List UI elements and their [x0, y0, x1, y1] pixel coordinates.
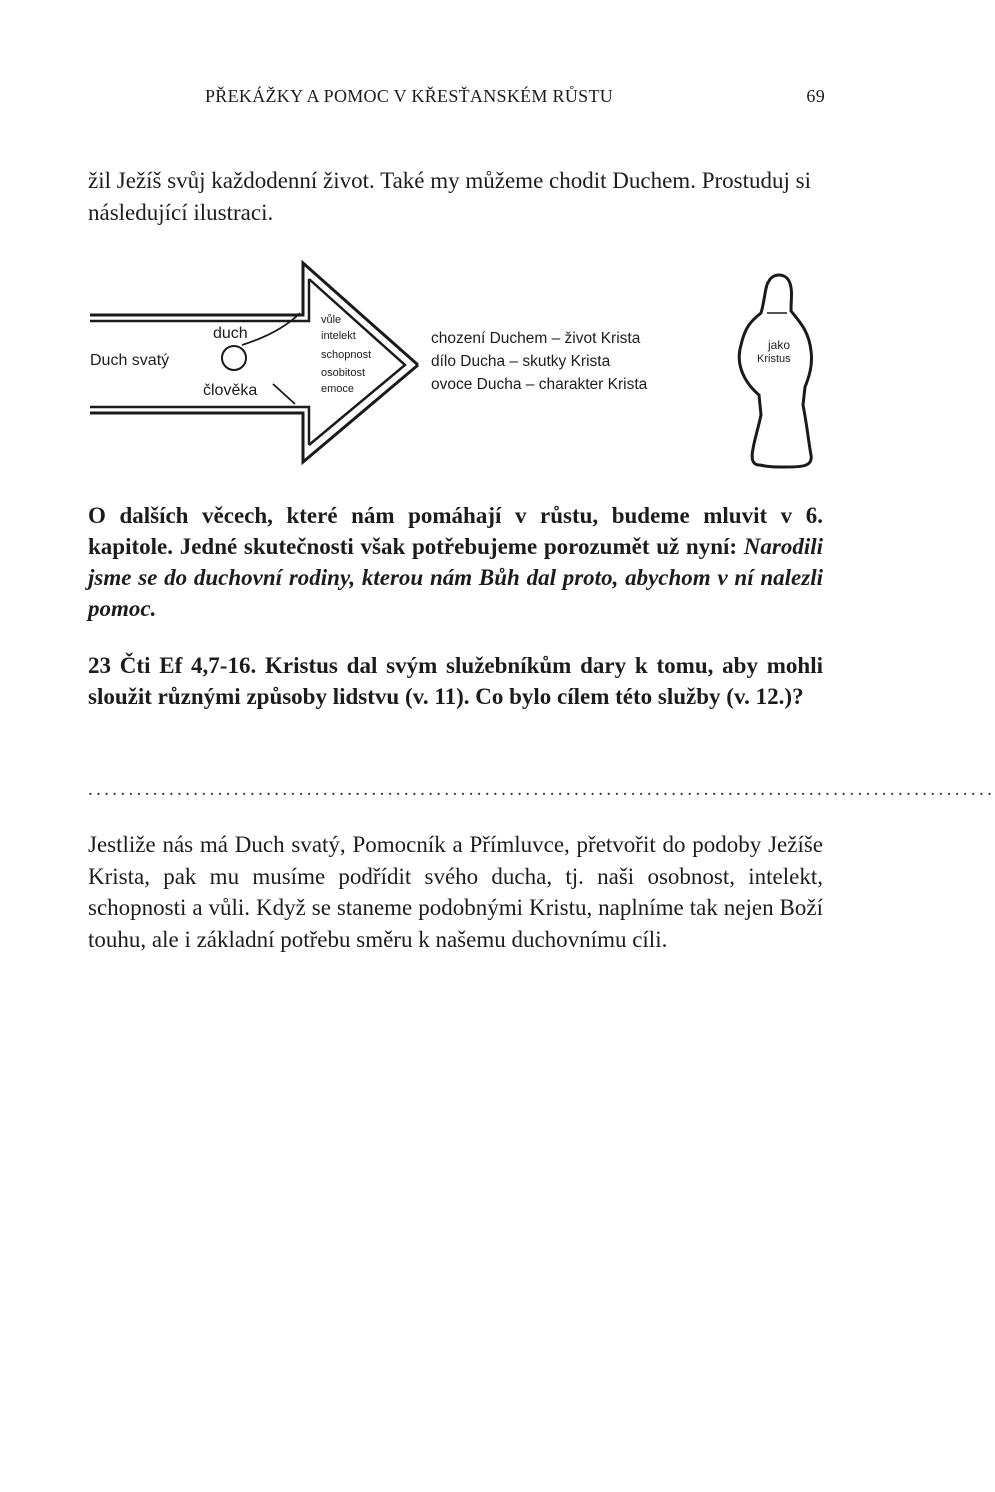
human-connector [273, 384, 295, 404]
result-fruit: ovoce Ducha – charakter Krista [431, 376, 648, 393]
faculty-intellect: intelekt [321, 330, 356, 342]
arrow-inner-head [309, 279, 405, 445]
header-title: PŘEKÁŽKY A POMOC V KŘESŤANSKÉM RŮSTU [205, 86, 614, 106]
christ-figure-outline [739, 275, 811, 467]
answer-dotted-line[interactable]: ................................................................................................................ [88, 779, 995, 800]
human-label: člověka [203, 382, 258, 399]
faculty-ability: schopnost [321, 349, 372, 361]
figure-text-jako: jako [768, 338, 791, 352]
intro-paragraph: žil Ježíš svůj každodenní život. Také my můžeme chodit Duchem. Prostuduj si následující ilustraci. [88, 168, 811, 225]
arrow-bottom-band-outer [90, 365, 418, 462]
faculty-personality: osobitost [321, 367, 366, 379]
study-question: 23 Čti Ef 4,7-16. Kristus dal svým služebníkům dary k tomu, aby mohli sloužit různými způsoby lidstvu (v. 11). Co bylo cílem této služby (v. 12.)? [88, 653, 823, 709]
holy-spirit-label: Duch svatý [90, 352, 170, 369]
spirit-connector [242, 313, 300, 345]
result-walk: chození Duchem – život Krista [431, 330, 641, 347]
growth-paragraph [88, 500, 823, 624]
closing-paragraph: Jestliže nás má Duch svatý, Pomocník a Přímluvce, přetvořit do podoby Ježíše Krista, pak mu musíme podřídit svého ducha, tj. naši osobnost, intelekt, schopnosti a vůli. Když se staneme podobnými Kristu, naplníme tak nejen Boží touhu, ale i základní potřebu směru k našemu duchovnímu cíli. [88, 832, 823, 952]
growth-statement: O dalších věcech, které nám pomáhají v růstu, budeme mluvit v 6. kapitole. Jedné skutečnosti však potřebujeme porozumět už nyní: [88, 503, 823, 559]
holy-spirit-diagram [85, 255, 830, 475]
faculty-will: vůle [321, 314, 342, 326]
spiritual-family-statement: Narodili jsme se do duchovní rodiny, kterou nám Bůh dal proto, abychom v ní nalezli pomoc. [88, 534, 823, 621]
spirit-circle [222, 346, 246, 370]
faculty-emotions: emoce [321, 383, 355, 395]
figure-text-kristus: Kristus [757, 353, 791, 365]
spirit-label: duch [213, 325, 248, 342]
running-header [205, 86, 825, 116]
page-number: 69 [806, 86, 825, 106]
result-work: dílo Ducha – skutky Krista [431, 353, 611, 370]
